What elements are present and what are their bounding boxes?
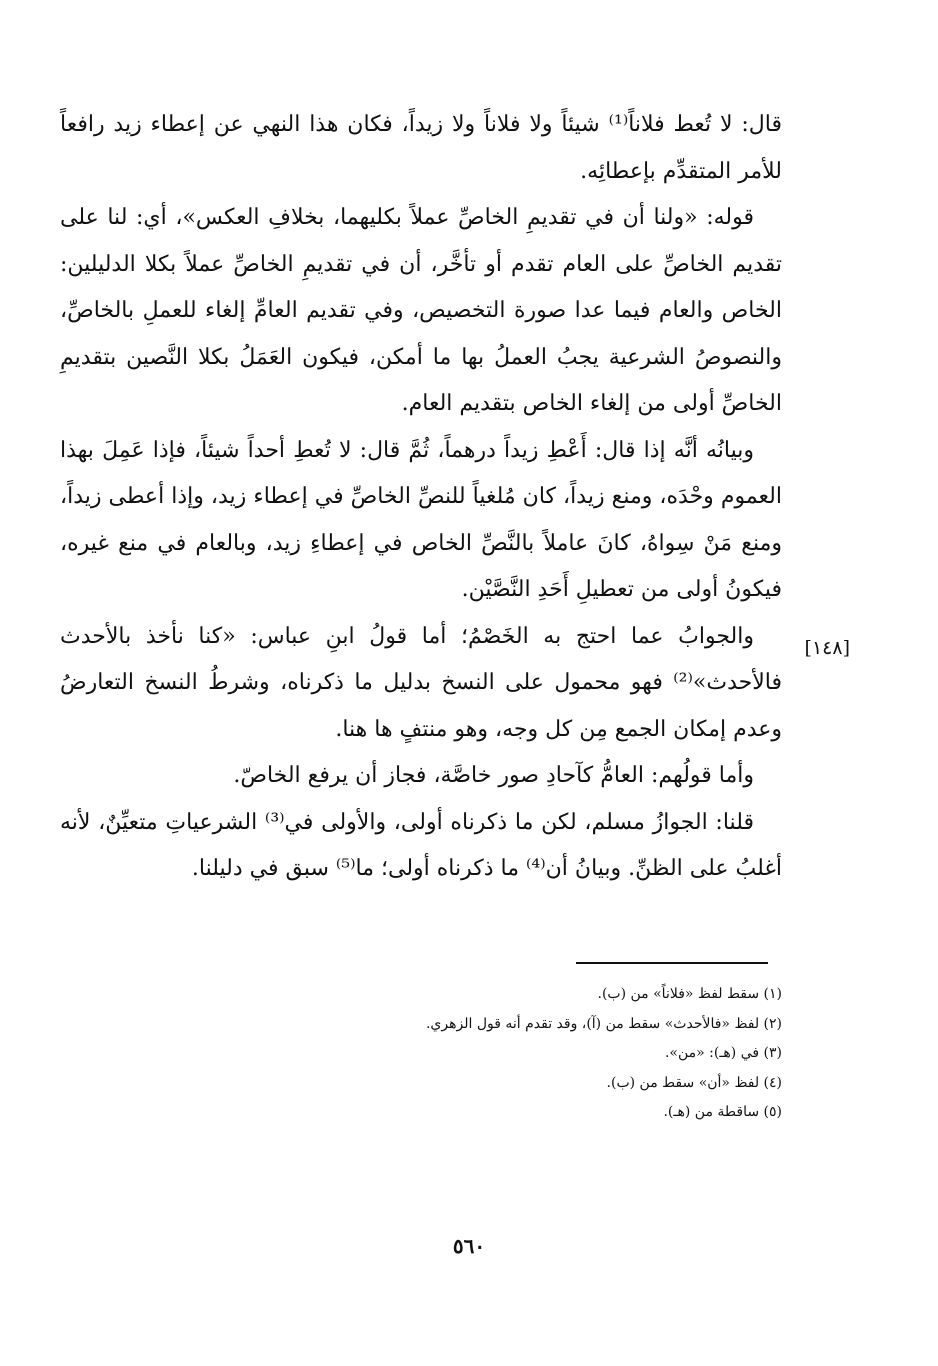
paragraph-4: والجوابُ عما احتج به الخَصْمُ؛ أما قولُ ابنِ عباس: «كنا نأخذ بالأحدث فالأحدث»⁽²⁾ فهو محمول على النسخ بدليل ما ذكرناه، وشرطُ النسخ التعارضُ وعدم إمكان الجمع مِن كل وجه، وهو منتفٍ ها هنا. [60, 623, 782, 742]
paragraph-3: وبيانُه أنَّه إذا قال: أَعْطِ زيداً درهماً، ثُمَّ قال: لا تُعطِ أحداً شيئاً، فإذا عَمِلَ بهذا العموم وحْدَه، ومنع زيداً، كان مُلغياً للنصِّ الخاصِّ في إعطاء زيد، وإذا أعطى زيداً، ومنع مَنْ سِواهُ، كانَ عاملاً بالنَّصِّ الخاص في إعطاءِ زيد، وبالعام في منع غيره، فيكونُ أولى من تعطيلِ أَحَدِ النَّصَّيْن. [60, 437, 782, 602]
page-number: ٥٦٠ [452, 1234, 486, 1258]
paragraph-1: قال: لا تُعط فلاناً⁽¹⁾ شيئاً ولا فلاناً ولا زيداً، فكان هذا النهي عن إعطاء زيد رافعاً للأمر المتقدِّم بإعطائِه. [60, 112, 782, 184]
footnotes [200, 980, 782, 1128]
footnote-4: (٤) لفظ «أن» سقط من (ب). [606, 1074, 782, 1091]
paragraph-5: وأما قولُهم: العامُّ كآحادِ صور خاصَّة، فجاز أن يرفع الخاصّ. [233, 763, 754, 788]
footnote-5: (٥) ساقطة من (هـ). [663, 1104, 782, 1120]
footnote-1: (١) سقط لفظ «فلاناً» من (ب). [597, 986, 782, 1002]
marginal-section-marker: [١٤٨] [804, 637, 850, 659]
main-text [60, 102, 782, 893]
paragraph-6: قلنا: الجوازُ مسلم، لكن ما ذكرناه أولى، والأولى في⁽³⁾ الشرعياتِ متعيِّنٌ، لأنه أغلبُ على الظنِّ. وبيانُ أن⁽⁴⁾ ما ذكرناه أولى؛ ما⁽⁵⁾ سبق في دليلنا. [60, 809, 782, 881]
paragraph-2: قوله: «ولنا أن في تقديمِ الخاصِّ عملاً بكليهما، بخلافِ العكس»، أي: لنا على تقديم الخاصِّ على العام تقدم أو تأخَّر، أن في تقديمِ الخاصِّ عملاً بكلا الدليلين: الخاص والعام فيما عدا صورة التخصيص، وفي تقديم العامِّ إلغاء للعملِ بالخاصِّ، والنصوصُ الشرعية يجبُ العملُ بها ما أمكن، فيكون العَمَلُ بكلا النَّصين بتقديمِ الخاصِّ أولى من إلغاء الخاص بتقديم العام. [60, 205, 782, 416]
footnote-separator [576, 962, 768, 964]
footnote-2: (٢) لفظ «فالأحدث» سقط من (آ)، وقد تقدم أنه قول الزهري. [425, 1015, 782, 1032]
footnote-3: (٣) في (هـ): «من». [664, 1045, 782, 1061]
